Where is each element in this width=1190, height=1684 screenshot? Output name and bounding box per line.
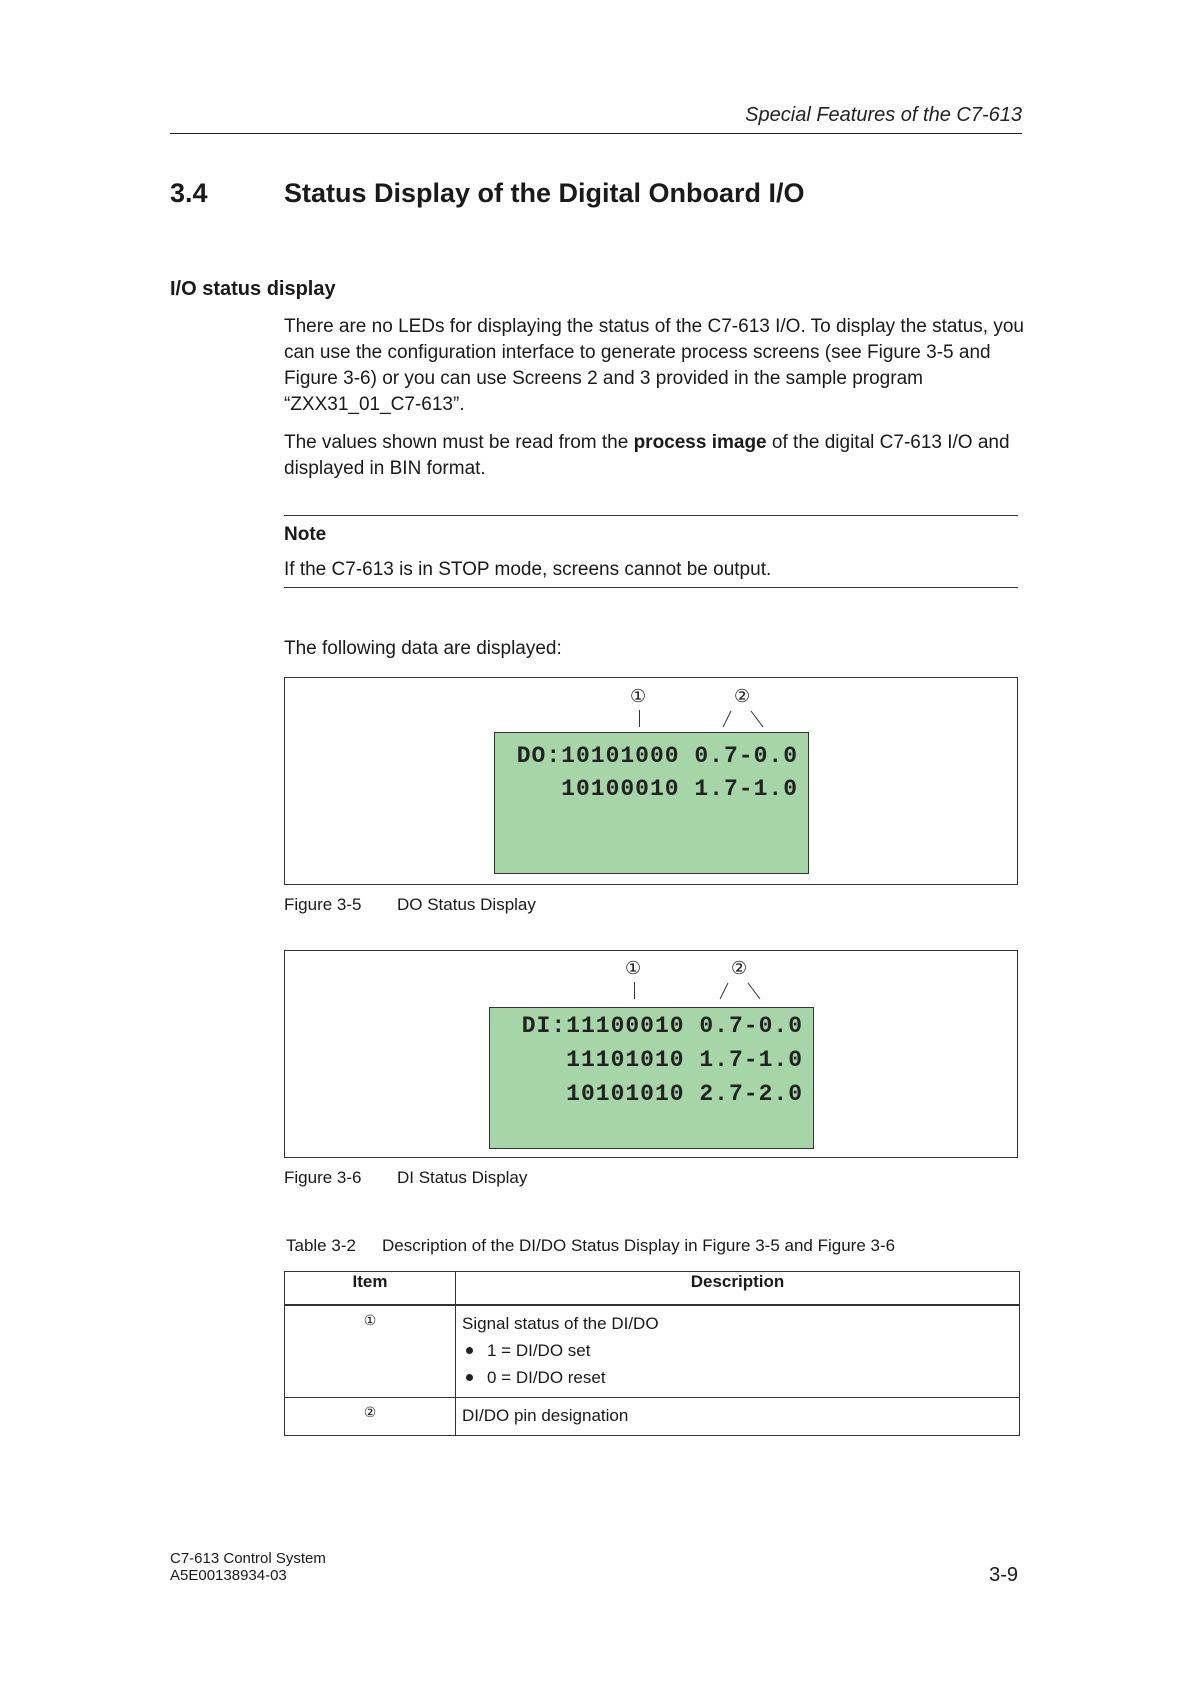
marker-2-leaders: [721, 709, 767, 729]
figure-caption-label: Figure 3-5: [284, 895, 362, 914]
marker-1-leader: [634, 982, 635, 999]
section-title: Status Display of the Digital Onboard I/O: [284, 178, 805, 208]
table-caption-text: Description of the DI/DO Status Display in Figure 3-5 and Figure 3-6: [382, 1236, 896, 1255]
table-cell-item: ②: [285, 1398, 456, 1436]
paragraph-process-image: The values shown must be read from the process image of the digital C7-613 I/O and displayed in BIN format.: [284, 432, 1010, 479]
paragraph-intro: There are no LEDs for displaying the status of the C7-613 I/O. To display the status, you can use the configuration interface to generate process screens (see Figure 3-5 and Figure 3-6) or you can use Screens 2 and 3 provided in the sample program “ZXX31_01_C7-613”.: [284, 316, 1024, 415]
lcd-line: DI:11100010 0.7-0.0: [521, 1013, 803, 1039]
bullet-item: 1 = DI/DO set: [462, 1337, 1013, 1364]
marker-2-leaders: [718, 981, 764, 1001]
footer-product: C7-613 Control System: [170, 1550, 326, 1567]
table-header-description: Description: [456, 1272, 1020, 1306]
subheading: I/O status display: [170, 278, 336, 300]
bold-term: process image: [633, 432, 767, 453]
note-text: If the C7-613 is in STOP mode, screens cannot be output.: [284, 559, 772, 580]
figure-caption-text: DO Status Display: [397, 895, 536, 914]
bullet-item: 0 = DI/DO reset: [462, 1364, 1013, 1391]
marker-1: ①: [625, 958, 642, 978]
marker-1: ①: [630, 686, 647, 706]
table-cell-description: [456, 1305, 1020, 1398]
lcd-line: 11101010 1.7-1.0: [566, 1047, 803, 1073]
bullet-icon: [466, 1374, 473, 1381]
description-table: [284, 1271, 1020, 1436]
lcd-line: DO:10101000 0.7-0.0: [516, 743, 798, 769]
note-title: Note: [284, 524, 327, 545]
table-header-item: Item: [285, 1272, 456, 1306]
lcd-line: 10100010 1.7-1.0: [561, 776, 798, 802]
description-text: Signal status of the DI/DO: [462, 1314, 659, 1333]
table-row: [285, 1305, 1020, 1398]
table-cell-description: DI/DO pin designation: [456, 1398, 1020, 1436]
marker-1-leader: [639, 710, 640, 727]
page-number: 3-9: [989, 1564, 1018, 1586]
table-caption-label: Table 3-2: [286, 1236, 356, 1255]
lcd-display-di: [489, 1007, 814, 1149]
figure-caption-label: Figure 3-6: [284, 1168, 362, 1187]
lcd-line: 10101010 2.7-2.0: [566, 1081, 803, 1107]
footer-doc-info: [170, 1550, 326, 1584]
data-intro: The following data are displayed:: [284, 638, 562, 659]
figure-caption-text: DI Status Display: [397, 1168, 528, 1187]
figure-di-frame: [284, 950, 1018, 1158]
note-top-rule: [284, 515, 1018, 516]
note-bottom-rule: [284, 587, 1018, 588]
table-row: [285, 1398, 1020, 1436]
marker-2: ②: [734, 686, 751, 706]
section-number: 3.4: [170, 178, 208, 208]
footer-doc-number: A5E00138934-03: [170, 1567, 287, 1584]
bullet-icon: [466, 1347, 473, 1354]
running-header: Special Features of the C7-613: [745, 104, 1022, 126]
figure-do-frame: [284, 677, 1018, 885]
table-cell-item: ①: [285, 1305, 456, 1398]
marker-2: ②: [731, 958, 748, 978]
header-rule: [170, 133, 1022, 134]
lcd-display-do: [494, 732, 809, 874]
